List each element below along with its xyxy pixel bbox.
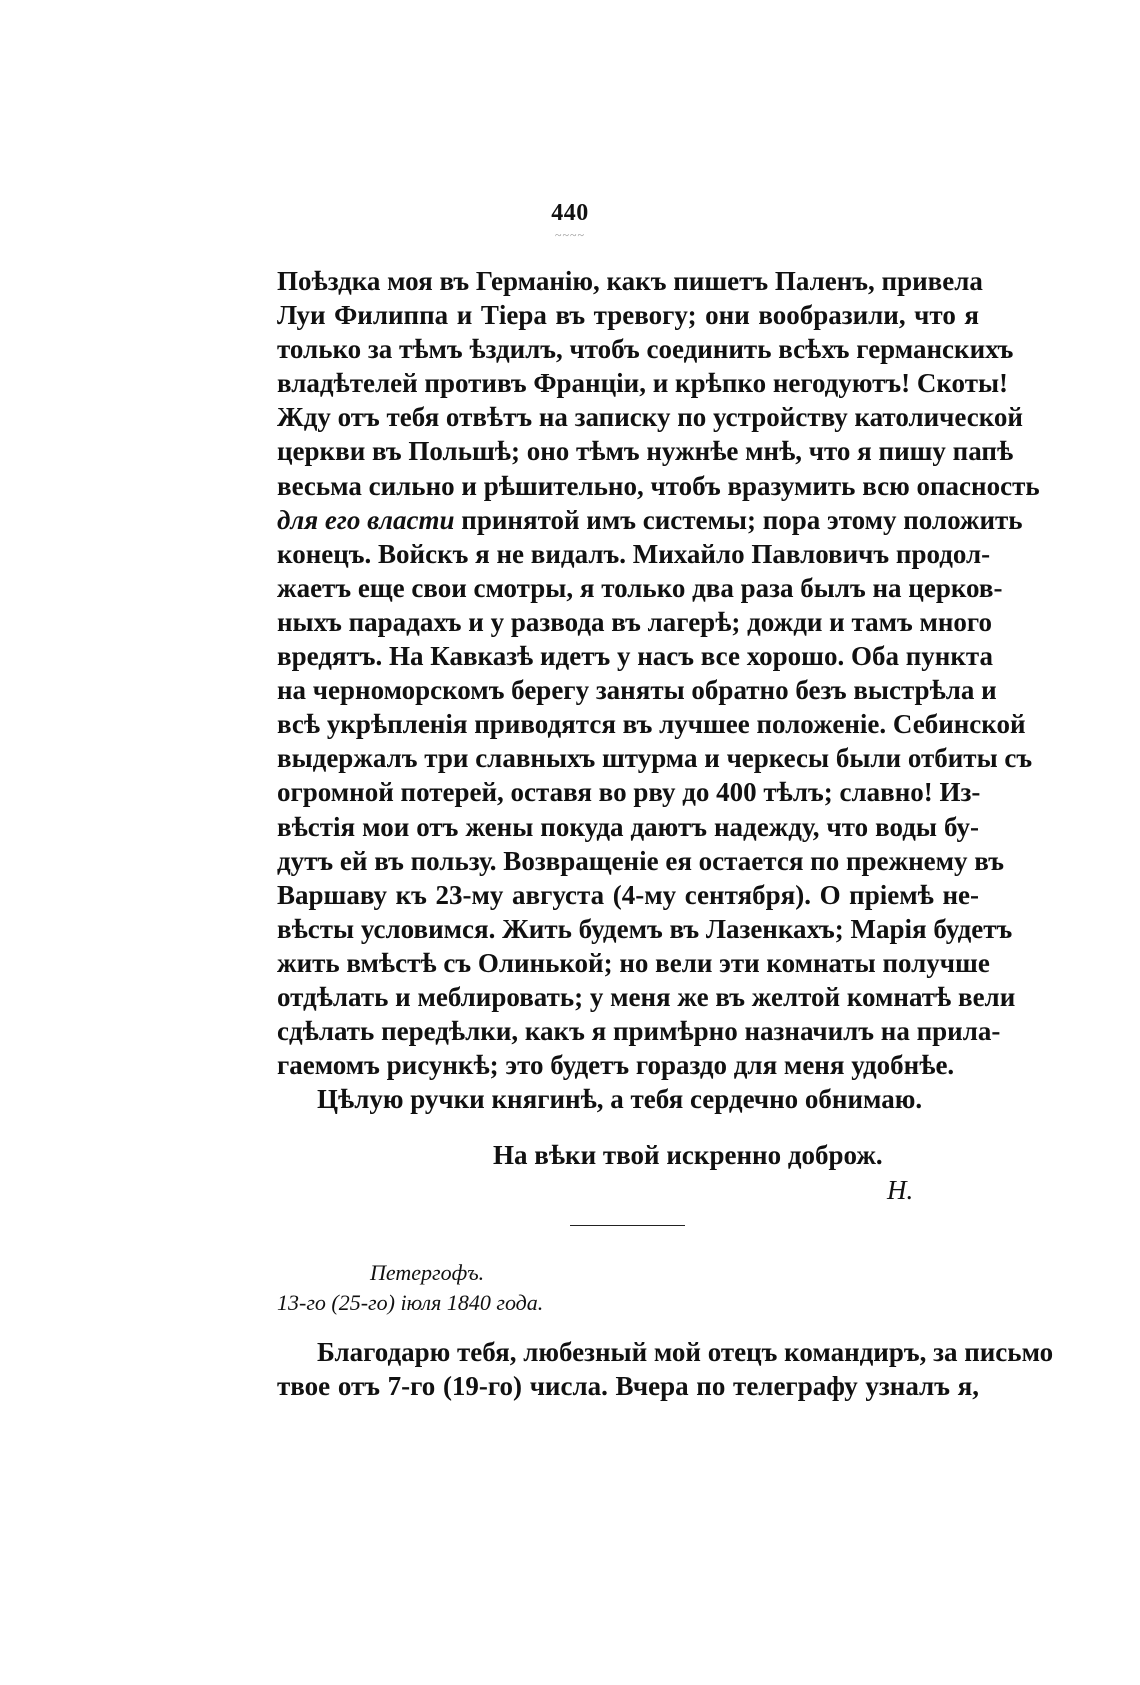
text-line: Варшаву къ 23-му августа (4-му сентября). О пріемѣ не-: [277, 879, 979, 910]
section-divider: [570, 1225, 685, 1226]
text-line: вѣсты условимся. Жить будемъ въ Лазенкахъ; Марія будетъ: [277, 913, 1013, 944]
text-line: твое отъ 7-го (19-го) числа. Вчера по телеграфу узналъ я,: [277, 1371, 979, 1402]
text-line: Жду отъ тебя отвѣтъ на записку по устройству католической: [277, 402, 1023, 433]
text-line: Благодарю тебя, любезный мой отецъ командиръ, за письмо: [317, 1337, 1054, 1367]
greeting-line: Цѣлую ручки княгинѣ, а тебя сердечно обнимаю.: [317, 1084, 923, 1115]
letter-1-body: [277, 264, 1040, 1116]
text-line: церкви въ Польшѣ; оно тѣмъ нужнѣе мнѣ, что я пишу папѣ: [277, 436, 1014, 467]
page-number-ornament: ~~~~: [555, 228, 585, 242]
text-line: огромной потерей, оставя во рву до 400 тѣлъ; славно! Из-: [277, 777, 981, 808]
text-line: ныхъ парадахъ и у развода въ лагерѣ; дожди и тамъ много: [277, 606, 992, 637]
text-line: Луи Филиппа и Тіера въ тревогу; они вообразили, что я: [277, 300, 979, 331]
text-line: Поѣздка моя въ Германію, какъ пишетъ Паленъ, привела: [277, 266, 983, 296]
text-line: весьма сильно и рѣшительно, чтобъ вразумить всю опасность: [277, 470, 1040, 501]
text-line: дутъ ей въ пользу. Возвращеніе ея остается по прежнему въ: [277, 845, 1004, 876]
text-line: вѣстія мои отъ жены покуда даютъ надежду, что воды бу-: [277, 811, 979, 842]
text-line-with-emphasis: [277, 503, 1023, 537]
letter-2-body: [277, 1335, 1054, 1403]
text-line: жаетъ еще свои смотры, я только два раза былъ на церков-: [277, 572, 1003, 603]
text-fragment: принятой имъ системы; пора этому положить: [454, 504, 1023, 535]
text-line: жить вмѣстѣ съ Олинькой; но вели эти комнаты получше: [277, 947, 990, 978]
page-number: 440: [551, 200, 589, 226]
text-line: выдержалъ три славныхъ штурма и черкесы были отбиты съ: [277, 743, 1033, 774]
letter-place: Петергофъ.: [370, 1260, 485, 1285]
text-line: на черноморскомъ берегу заняты обратно безъ выстрѣла и: [277, 675, 997, 706]
text-line: всѣ укрѣпленія приводятся въ лучшее положеніе. Себинской: [277, 709, 1026, 740]
letter-closing: На вѣки твой искренно доброж.: [493, 1140, 883, 1170]
text-line: только за тѣмъ ѣздилъ, чтобъ соединить всѣхъ германскихъ: [277, 334, 1014, 365]
text-line: конецъ. Войскъ я не видалъ. Михайло Павловичъ продол-: [277, 538, 991, 569]
letter-date: 13-го (25-го) іюля 1840 года.: [277, 1290, 544, 1315]
text-line: сдѣлать передѣлки, какъ я примѣрно назначилъ на прила-: [277, 1016, 1001, 1047]
text-line: отдѣлать и меблировать; у меня же въ желтой комнатѣ вели: [277, 981, 1016, 1012]
text-line: вредятъ. На Кавказѣ идетъ у насъ все хорошо. Оба пункта: [277, 641, 993, 672]
signature: Н.: [887, 1175, 914, 1205]
emphasis-text: для его власти: [277, 504, 455, 535]
text-line: владѣтелей противъ Франціи, и крѣпко негодуютъ! Скоты!: [277, 368, 1009, 399]
text-line: гаемомъ рисункѣ; это будетъ гораздо для меня удобнѣе.: [277, 1050, 955, 1081]
